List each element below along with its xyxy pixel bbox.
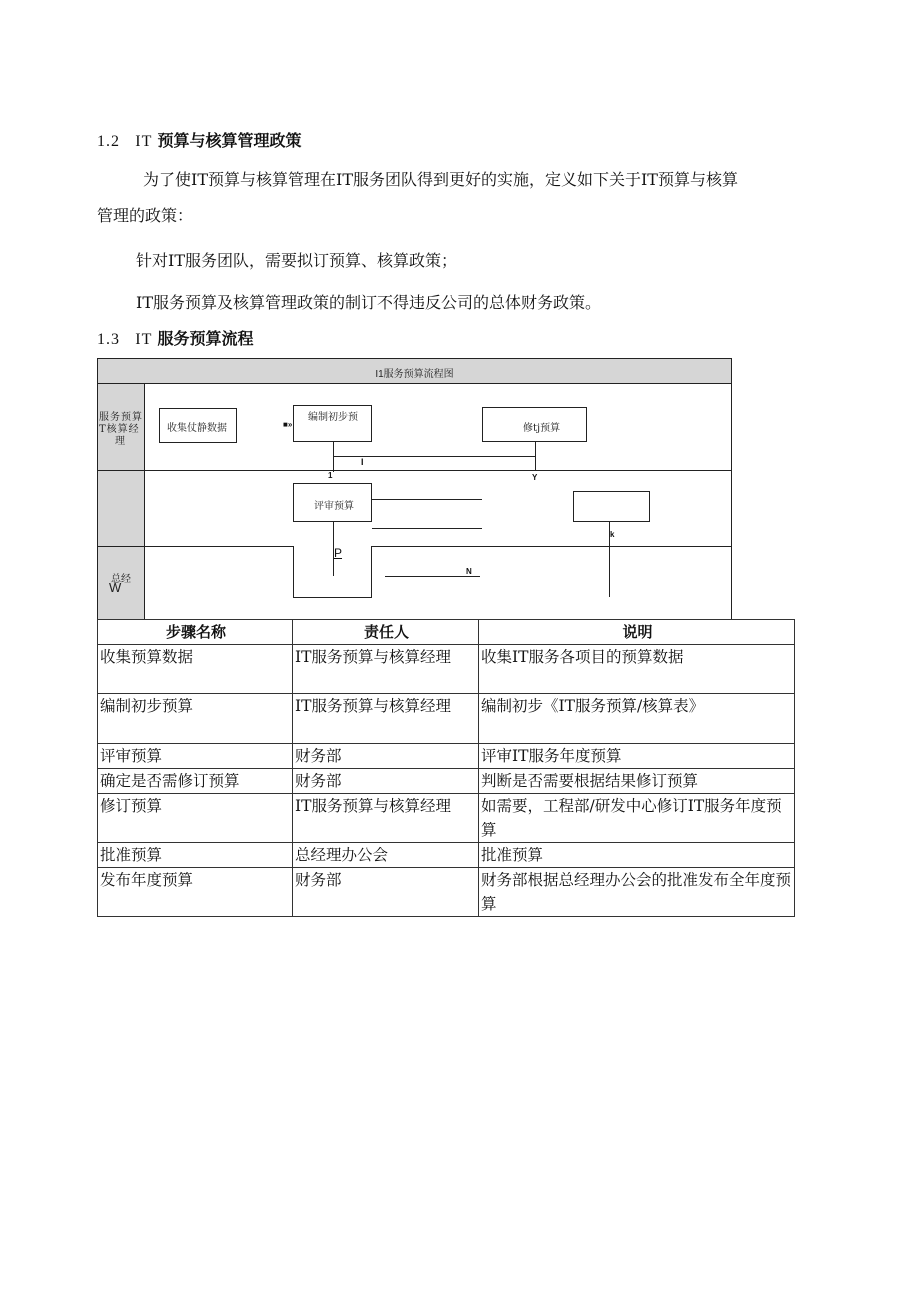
column-header: 责任人 xyxy=(293,620,479,645)
policy-item: 针对IT服务团队，需要拟订预算、核算政策； xyxy=(136,251,457,270)
step-cell: 编制初步预算 xyxy=(98,694,293,744)
flowchart-frame xyxy=(97,358,732,620)
description-cell: 收集IT服务各项目的预算数据 xyxy=(479,645,795,694)
step-cell: 确定是否需修订预算 xyxy=(98,769,293,794)
column-header: 说明 xyxy=(479,620,795,645)
flow-mark: ■» xyxy=(283,420,293,429)
table-row xyxy=(98,645,795,694)
flow-mark: k xyxy=(610,530,615,539)
section-1-2-heading xyxy=(97,128,301,151)
lane-label: W xyxy=(109,580,122,595)
policy-item: IT服务预算及核算管理政策的制订不得违反公司的总体财务政策。 xyxy=(136,293,601,312)
step-cell: 评审预算 xyxy=(98,744,293,769)
owner-cell: IT服务预算与核算经理 xyxy=(293,794,479,843)
flowchart xyxy=(97,358,732,620)
table-row xyxy=(98,843,795,868)
step-cell: 批准预算 xyxy=(98,843,293,868)
lane-label: T核算经 xyxy=(99,424,140,435)
table-row xyxy=(98,744,795,769)
lane-label: 总经 xyxy=(111,574,131,585)
section-title-prefix: IT xyxy=(135,133,153,150)
step-cell: 发布年度预算 xyxy=(98,868,293,917)
flow-mark: 1 xyxy=(328,471,333,480)
description-cell: 判断是否需要根据结果修订预算 xyxy=(479,769,795,794)
owner-cell: 财务部 xyxy=(293,769,479,794)
flow-box-review xyxy=(293,483,372,522)
flow-box-revise xyxy=(482,407,587,442)
description-cell: 评审IT服务年度预算 xyxy=(479,744,795,769)
flow-box-compile xyxy=(293,405,372,442)
section-number: 1.2 xyxy=(97,133,120,150)
description-cell: 财务部根据总经理办公会的批准发布全年度预算 xyxy=(479,868,795,917)
connector-line xyxy=(372,528,482,529)
section-title: 服务预算流程 xyxy=(157,329,254,348)
owner-cell: 总经理办公会 xyxy=(293,843,479,868)
flow-box-collect xyxy=(159,408,237,443)
flow-mark: I xyxy=(361,457,364,467)
table-header-row xyxy=(98,620,795,645)
description-cell: 编制初步《IT服务预算/核算表》 xyxy=(479,694,795,744)
flow-box-unnamed xyxy=(573,491,650,522)
flow-box-label: 收集仗静数据 xyxy=(167,423,227,434)
process-steps-table xyxy=(97,619,795,917)
flow-box-label: 修tj预算 xyxy=(523,423,561,434)
paragraph-line: 管理的政策： xyxy=(97,206,194,225)
flowchart-title: I1服务预算流程图 xyxy=(375,369,454,380)
section-title-prefix: IT xyxy=(135,331,153,348)
table-row xyxy=(98,694,795,744)
owner-cell: IT服务预算与核算经理 xyxy=(293,694,479,744)
flow-box-label: 编制初步预 xyxy=(308,412,358,423)
description-cell: 如需要，工程部/研发中心修订IT服务年度预算 xyxy=(479,794,795,843)
section-title: 预算与核算管理政策 xyxy=(157,131,302,150)
flow-box-label: 评审预算 xyxy=(314,501,354,512)
step-cell: 收集预算数据 xyxy=(98,645,293,694)
flow-mark: N xyxy=(466,567,472,576)
table-row xyxy=(98,868,795,917)
connector-line xyxy=(535,442,536,470)
flow-mark: P xyxy=(334,546,343,560)
owner-cell: 财务部 xyxy=(293,868,479,917)
connector-line xyxy=(333,442,334,472)
column-header: 步骤名称 xyxy=(98,620,293,645)
section-1-3-heading xyxy=(97,326,253,349)
lane-label: 服务预算 xyxy=(99,412,143,423)
connector-line xyxy=(372,499,482,500)
flow-mark: Y xyxy=(532,473,538,482)
section-number: 1.3 xyxy=(97,331,120,348)
paragraph-line: 为了使IT预算与核算管理在IT服务团队得到更好的实施，定义如下关于IT预算与核算 xyxy=(143,170,738,189)
description-cell: 批准预算 xyxy=(479,843,795,868)
table-row xyxy=(98,794,795,843)
table-row xyxy=(98,769,795,794)
step-cell: 修订预算 xyxy=(98,794,293,843)
owner-cell: 财务部 xyxy=(293,744,479,769)
connector-line xyxy=(385,576,480,577)
lane-label: 理 xyxy=(115,436,125,447)
owner-cell: IT服务预算与核算经理 xyxy=(293,645,479,694)
